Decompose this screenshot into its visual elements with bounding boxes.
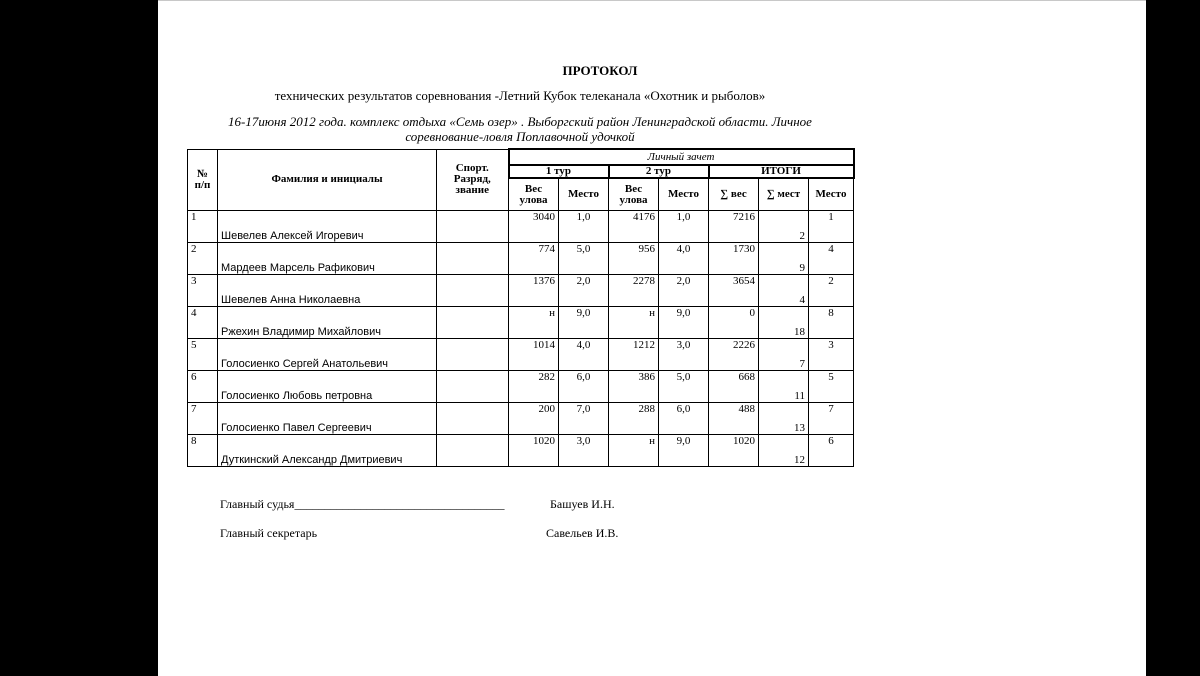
total-weight: 3654 [709, 275, 759, 307]
tour2-place: 3,0 [659, 339, 709, 371]
tour2-weight: 2278 [609, 275, 659, 307]
row-number: 4 [188, 307, 218, 339]
tour2-place: 9,0 [659, 307, 709, 339]
table-row [188, 275, 854, 307]
judge-name: Башуев И.Н. [550, 497, 615, 511]
header-weight-1: Вес улова [509, 178, 559, 211]
total-places: 18 [759, 307, 809, 339]
tour2-place: 4,0 [659, 243, 709, 275]
secretary-label: Главный секретарь [220, 526, 318, 540]
total-weight: 0 [709, 307, 759, 339]
header-sport: Спорт. Разряд, звание [437, 149, 509, 211]
tour1-weight: 774 [509, 243, 559, 275]
document-title: ПРОТОКОЛ [562, 63, 638, 78]
tour2-place: 9,0 [659, 435, 709, 467]
judge-signature [220, 497, 504, 512]
tour2-weight: н [609, 435, 659, 467]
total-places: 7 [759, 339, 809, 371]
header-name: Фамилия и инициалы [218, 149, 437, 211]
sport-rank [437, 307, 509, 339]
tour1-place: 6,0 [559, 371, 609, 403]
total-weight: 7216 [709, 211, 759, 243]
final-place: 6 [809, 435, 854, 467]
row-number: 8 [188, 435, 218, 467]
final-place: 5 [809, 371, 854, 403]
sport-rank [437, 211, 509, 243]
row-number: 7 [188, 403, 218, 435]
total-weight: 1020 [709, 435, 759, 467]
sport-rank [437, 403, 509, 435]
final-place: 7 [809, 403, 854, 435]
tour1-weight: 1014 [509, 339, 559, 371]
table-row [188, 371, 854, 403]
row-number: 3 [188, 275, 218, 307]
tour2-place: 1,0 [659, 211, 709, 243]
total-weight: 2226 [709, 339, 759, 371]
tour2-weight: 386 [609, 371, 659, 403]
tour2-weight: 4176 [609, 211, 659, 243]
sport-rank [437, 275, 509, 307]
table-row [188, 435, 854, 467]
row-number: 6 [188, 371, 218, 403]
tour1-weight: 1376 [509, 275, 559, 307]
total-places: 4 [759, 275, 809, 307]
tour1-weight: 282 [509, 371, 559, 403]
tour2-weight: 1212 [609, 339, 659, 371]
tour1-place: 7,0 [559, 403, 609, 435]
secretary-name: Савельев И.В. [546, 526, 619, 540]
tour1-place: 5,0 [559, 243, 609, 275]
total-places: 9 [759, 243, 809, 275]
sport-rank [437, 435, 509, 467]
table-row [188, 211, 854, 243]
tour1-place: 9,0 [559, 307, 609, 339]
final-place: 3 [809, 339, 854, 371]
header-sum-places: ∑ мест [759, 178, 809, 211]
tour2-weight: н [609, 307, 659, 339]
row-number: 1 [188, 211, 218, 243]
final-place: 8 [809, 307, 854, 339]
final-place: 2 [809, 275, 854, 307]
header-sum-weight: ∑ вес [709, 178, 759, 211]
tour2-weight: 956 [609, 243, 659, 275]
event-details: 16-17июня 2012 года. комплекс отдыха «Семь озер» . Выборгский район Ленинградской области. Личное соревнование-ловля Поплавочной удочкой [228, 114, 812, 144]
tour1-place: 2,0 [559, 275, 609, 307]
total-places: 12 [759, 435, 809, 467]
sport-rank [437, 371, 509, 403]
final-place: 1 [809, 211, 854, 243]
tour1-place: 1,0 [559, 211, 609, 243]
participant-name: Шевелев Алексей Игоревич [218, 211, 437, 243]
total-places: 13 [759, 403, 809, 435]
tour1-weight: 3040 [509, 211, 559, 243]
row-number: 2 [188, 243, 218, 275]
results-table [187, 148, 855, 467]
participant-name: Голосиенко Сергей Анатольевич [218, 339, 437, 371]
header-final-place: Место [809, 178, 854, 211]
total-weight: 1730 [709, 243, 759, 275]
table-row [188, 307, 854, 339]
participant-name: Шевелев Анна Николаевна [218, 275, 437, 307]
header-totals: ИТОГИ [709, 165, 854, 178]
header-place-1: Место [559, 178, 609, 211]
tour1-place: 3,0 [559, 435, 609, 467]
table-row [188, 339, 854, 371]
table-row [188, 403, 854, 435]
participant-name: Дуткинский Александр Дмитриевич [218, 435, 437, 467]
header-weight-2: Вес улова [609, 178, 659, 211]
sport-rank [437, 339, 509, 371]
header-tour1: 1 тур [509, 165, 609, 178]
right-margin [1146, 0, 1200, 675]
participant-name: Ржехин Владимир Михайлович [218, 307, 437, 339]
header-place-2: Место [659, 178, 709, 211]
tour2-weight: 288 [609, 403, 659, 435]
document-subtitle: технических результатов соревнования -Летний Кубок телеканала «Охотник и рыболов» [274, 88, 766, 103]
header-personal-standing: Личный зачет [509, 149, 854, 165]
participant-name: Голосиенко Любовь петровна [218, 371, 437, 403]
signature-line: ___________________________________ [294, 497, 505, 511]
row-number: 5 [188, 339, 218, 371]
total-weight: 488 [709, 403, 759, 435]
participant-name: Мардеев Марсель Рафикович [218, 243, 437, 275]
header-tour2: 2 тур [609, 165, 709, 178]
header-num: № п/п [188, 149, 218, 211]
table-row [188, 243, 854, 275]
tour1-place: 4,0 [559, 339, 609, 371]
tour1-weight: 1020 [509, 435, 559, 467]
tour1-weight: н [509, 307, 559, 339]
participant-name: Голосиенко Павел Сергеевич [218, 403, 437, 435]
tour1-weight: 200 [509, 403, 559, 435]
total-places: 11 [759, 371, 809, 403]
total-places: 2 [759, 211, 809, 243]
tour2-place: 6,0 [659, 403, 709, 435]
tour2-place: 5,0 [659, 371, 709, 403]
sport-rank [437, 243, 509, 275]
tour2-place: 2,0 [659, 275, 709, 307]
total-weight: 668 [709, 371, 759, 403]
final-place: 4 [809, 243, 854, 275]
judge-label: Главный судья [220, 497, 295, 511]
